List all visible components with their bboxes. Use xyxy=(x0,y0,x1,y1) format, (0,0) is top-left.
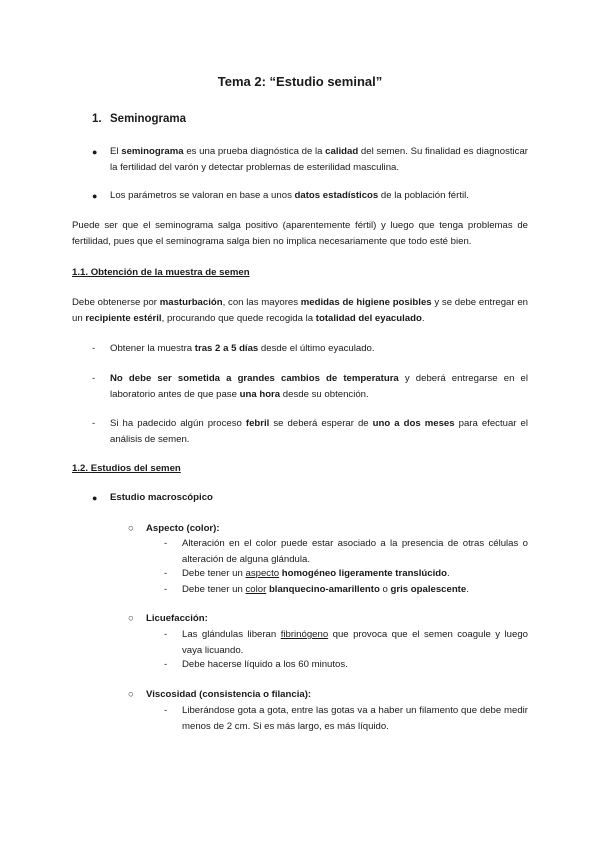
dash-marker: - xyxy=(92,343,96,354)
dash-item-temperatura xyxy=(110,371,528,403)
dash-marker: - xyxy=(164,705,168,716)
bold-text: datos estadísticos xyxy=(294,190,379,201)
text: y se debe entregar en un xyxy=(72,297,528,324)
circle-bullet-icon: ○ xyxy=(128,613,134,624)
bold-text: calidad xyxy=(325,146,359,157)
subsection-title: Obtención de la muestra de semen xyxy=(90,267,250,278)
bullet-icon: ● xyxy=(92,147,98,157)
text: o xyxy=(379,584,391,595)
licuefaccion-heading: Licuefacción: xyxy=(146,613,208,624)
bold-text: masturbación xyxy=(159,297,223,308)
dash-marker: - xyxy=(92,418,96,429)
underlined-text: fibrinógeno xyxy=(280,629,329,640)
text: El xyxy=(110,146,122,157)
bullet-item-parametros xyxy=(110,188,530,204)
text: Debe tener un xyxy=(182,584,246,595)
text: . xyxy=(421,313,425,324)
aspecto-item-color xyxy=(182,582,528,598)
licuefaccion-item-60-minutos: Debe hacerse líquido a los 60 minutos. xyxy=(182,659,348,670)
text: y deberá entregarse en el laboratorio antes de que pase xyxy=(110,373,528,400)
dash-marker: - xyxy=(164,659,168,670)
text: Debe obtenerse por xyxy=(72,297,160,308)
section-number: 1. xyxy=(92,113,102,125)
text: se deberá esperar de xyxy=(269,418,373,429)
text: de la población fértil. xyxy=(378,190,469,201)
subsection-heading-estudios xyxy=(72,461,181,477)
licuefaccion-item-fibrinogeno xyxy=(182,627,528,659)
dash-item-febril xyxy=(110,416,528,448)
dash-item-tras-dias xyxy=(110,341,528,357)
bold-text: seminograma xyxy=(121,146,184,157)
text: desde su obtención. xyxy=(280,389,369,400)
bullet-icon: ● xyxy=(92,493,98,503)
subsection-title: Estudios del semen xyxy=(90,463,181,474)
underlined-text: color xyxy=(245,584,267,595)
text: del semen. Su finalidad es diagnosticar la fertilidad del varón y detectar problemas de esterilidad masculina. xyxy=(110,146,528,173)
viscosidad-item-filamento: Liberándose gota a gota, entre las gotas va a haber un filamento que debe medir menos de 2 cm. Si es más largo, es más líquido. xyxy=(182,705,528,732)
text: Obtener la muestra xyxy=(110,343,195,354)
text: , procurando que quede recogida la xyxy=(161,313,316,324)
bold-text: blanquecino-amarillento xyxy=(266,584,380,595)
bold-text: recipiente estéril xyxy=(85,313,162,324)
aspecto-heading: Aspecto (color): xyxy=(146,523,220,534)
aspecto-item-alteracion: Alteración en el color puede estar asociado a la presencia de otras células o alteración de alguna glándula. xyxy=(182,538,528,565)
document-title: Tema 2: “Estudio seminal” xyxy=(217,74,383,89)
bold-text: medidas de higiene posibles xyxy=(300,297,432,308)
subsection-number: 1.2. xyxy=(72,463,89,474)
bullet-icon: ● xyxy=(92,191,98,201)
bold-text: una hora xyxy=(239,389,281,400)
aspecto-item-homogeneo xyxy=(182,566,528,582)
dash-marker: - xyxy=(164,629,168,640)
text: Las glándulas liberan xyxy=(182,629,281,640)
bold-text: totalidad del eyaculado xyxy=(315,313,422,324)
dash-marker: - xyxy=(164,568,168,579)
estudio-macroscopico-heading: Estudio macroscópico xyxy=(110,492,213,503)
bold-text: gris opalescente xyxy=(390,584,467,595)
paragraph-obtencion xyxy=(72,295,528,327)
text: . xyxy=(466,584,469,595)
subsection-number: 1.1. xyxy=(72,267,89,278)
section-title: Seminograma xyxy=(110,113,187,125)
bold-text: homogéneo ligeramente translúcido xyxy=(279,568,448,579)
bullet-item-seminograma xyxy=(110,144,528,176)
dash-marker: - xyxy=(164,538,168,549)
text: que provoca que el semen coagule y luego vaya licuando. xyxy=(182,629,529,656)
viscosidad-heading: Viscosidad (consistencia o filancia): xyxy=(146,689,312,700)
dash-marker: - xyxy=(92,373,96,384)
text: para efectuar el análisis de semen. xyxy=(110,418,528,445)
circle-bullet-icon: ○ xyxy=(128,689,134,700)
subsection-heading-obtencion xyxy=(72,265,250,281)
bold-text: uno a dos meses xyxy=(372,418,455,429)
text: . xyxy=(447,568,450,579)
section-heading-seminograma xyxy=(92,111,186,127)
dash-marker: - xyxy=(164,584,168,595)
text: es una prueba diagnóstica de la xyxy=(183,146,326,157)
bold-text: tras 2 a 5 días xyxy=(194,343,259,354)
text: Si ha padecido algún proceso xyxy=(110,418,246,429)
bold-text: febril xyxy=(245,418,270,429)
underlined-text: aspecto xyxy=(245,568,280,579)
text: , con las mayores xyxy=(222,297,301,308)
paragraph-seminograma-positivo: Puede ser que el seminograma salga positivo (aparentemente fértil) y luego que tenga problemas de fertilidad, pues que el seminograma salga bien no implica necesariamente que todo esté bien. xyxy=(72,220,528,247)
bold-text: No debe ser sometida a grandes cambios de temperatura xyxy=(110,373,399,384)
text: Los parámetros se valoran en base a unos xyxy=(110,190,295,201)
text: Debe tener un xyxy=(182,568,246,579)
text: desde el último eyaculado. xyxy=(258,343,375,354)
circle-bullet-icon: ○ xyxy=(128,523,134,534)
